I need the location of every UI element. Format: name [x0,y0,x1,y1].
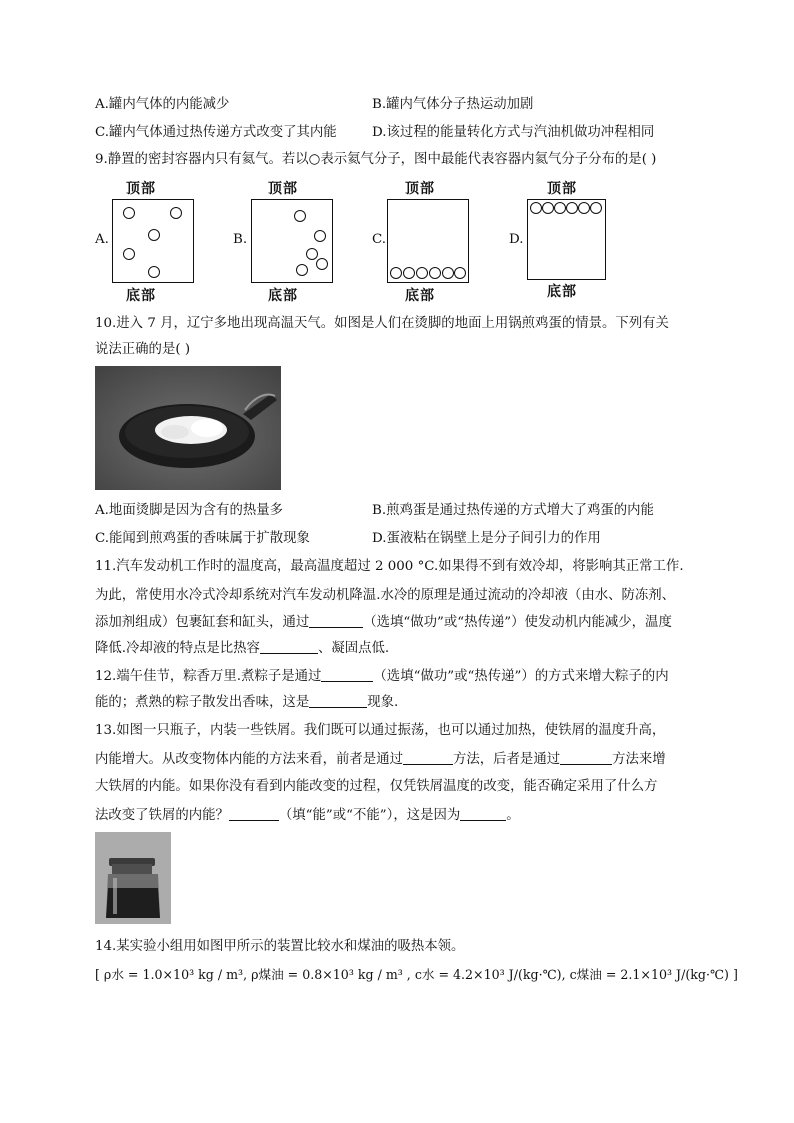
q9-option-b-label: B. [233,232,248,247]
q9-container-a [112,199,194,283]
q9-container-b [251,199,333,283]
molecule-icon [454,267,466,279]
molecule-icon [294,210,306,222]
molecule-icon [296,264,308,276]
q11-line3-start: 添加剂组成）包裹缸套和缸头，通过 [95,615,310,630]
frying-pan-icon [95,366,281,490]
q11-line4-end: 、凝固点低. [317,641,390,656]
molecule-icon [429,267,441,279]
molecule-icon [123,207,135,219]
q13-line1: 13.如图一只瓶子，内装一些铁屑。我们既可以通过振荡，也可以通过加热，使铁屑的温度升高， [95,723,666,738]
q9-container-d [527,199,606,280]
q12-line2-start: 能的；煮熟的粽子散发出香味，这是 [95,695,310,710]
molecule-icon [416,267,428,279]
q10-option-d: D.蛋液粘在锅壁上是分子间引力的作用 [372,531,601,546]
q10-option-c: C.能闻到煎鸡蛋的香味属于扩散现象 [95,531,310,546]
q8-option-c: C.罐内气体通过热传递方式改变了其内能 [95,125,337,140]
q9-a-bottom-label: 底部 [126,288,156,304]
q12-line1-end: （选填“做功”或“热传递”）的方式来增大粽子的内 [373,669,669,684]
molecule-icon [316,258,328,270]
answer-blank[interactable] [460,806,506,821]
answer-blank[interactable] [309,693,367,708]
q9-c-top-label: 顶部 [405,181,435,197]
q10-pan-egg-photo [95,366,281,490]
molecule-icon [306,248,318,260]
q14-formula: [ ρ水 = 1.0×10³ kg / m³, ρ煤油 = 0.8×10³ kg / m³ , c水 = 4.2×10³ J/(kg·℃), c煤油 = 2.1×10³ J/(kg·℃) ] [95,967,738,982]
bottle-icon [95,832,171,924]
molecule-icon [148,266,160,278]
q9-b-bottom-label: 底部 [268,288,298,304]
q8-option-a: A.罐内气体的内能减少 [95,97,230,112]
q13-line2-mid: 方法，后者是通过 [452,752,561,767]
q13-line2-start: 内能增大。从改变物体内能的方法来看，前者是通过 [95,752,403,767]
answer-blank[interactable] [229,806,279,821]
molecule-icon [590,202,602,214]
molecule-icon [170,207,182,219]
q13-line4-start: 法改变了铁屑的内能？ [95,808,229,823]
q9-option-d-label: D. [509,232,524,247]
molecule-icon [542,202,554,214]
q9-c-bottom-label: 底部 [405,288,435,304]
answer-blank[interactable] [260,639,318,654]
answer-blank[interactable] [309,613,363,628]
q13-line3: 大铁屑的内能。如果你没有看到内能改变的过程，仅凭铁屑温度的改变，能否确定采用了什么方 [95,779,658,794]
q13-line2 [95,750,666,769]
molecule-icon [314,230,326,242]
q11-line4 [95,639,389,658]
q14-stem: 14.某实验小组用如图甲所示的装置比较水和煤油的吸热本领。 [95,939,465,954]
molecule-icon [123,248,135,260]
q10-option-b: B.煎鸡蛋是通过热传递的方式增大了鸡蛋的内能 [372,503,654,518]
q9-stem: 9.静置的密封容器内只有氦气。若以○表示氦气分子，图中最能代表容器内氦气分子分布的是( ) [95,152,657,167]
q9-b-top-label: 顶部 [268,181,298,197]
q13-line4 [95,806,520,825]
answer-blank[interactable] [321,667,373,682]
q12-line1-start: 12.端午佳节，粽香万里.煮粽子是通过 [95,669,322,684]
molecule-icon [403,267,415,279]
q10-stem-line2: 说法正确的是( ) [95,342,191,357]
q11-line3 [95,613,672,632]
q9-d-top-label: 顶部 [547,181,577,197]
q9-option-a-label: A. [95,232,109,247]
q11-line4-start: 降低.冷却液的特点是比热容 [95,641,260,656]
q11-line2: 为此，常使用水冷式冷却系统对汽车发动机降温.水冷的原理是通过流动的冷却液（由水、防冻剂、 [95,588,676,603]
molecule-icon [530,202,542,214]
answer-blank[interactable] [560,750,612,765]
molecule-icon [578,202,590,214]
q10-stem-line1: 10.进入 7 月，辽宁多地出现高温天气。如图是人们在烫脚的地面上用锅煎鸡蛋的情景。下列有关 [95,316,669,331]
q12-line2-end: 现象. [367,695,399,710]
molecule-icon [566,202,578,214]
q9-a-top-label: 顶部 [126,181,156,197]
molecule-icon [148,229,160,241]
answer-blank[interactable] [403,750,453,765]
q13-line2-end: 方法来增 [612,752,666,767]
molecule-icon [390,267,402,279]
molecule-icon [442,267,454,279]
q12-line1 [95,667,669,686]
q9-container-c [387,199,469,283]
molecule-icon [554,202,566,214]
q9-option-c-label: C. [372,232,387,247]
q13-bottle-photo [95,832,171,924]
q13-line4-mid: （填“能”或“不能”），这是因为 [278,808,461,823]
q12-line2 [95,693,398,712]
q11-line1: 11.汽车发动机工作时的温度高，最高温度超过 2 000 °C.如果得不到有效冷却，将影响其正常工作. [95,559,684,574]
q8-option-b: B.罐内气体分子热运动加剧 [372,97,534,112]
q9-d-bottom-label: 底部 [547,284,577,300]
q13-line4-end: 。 [506,808,520,823]
q11-line3-end: （选填“做功”或“热传递”）使发动机内能减少，温度 [363,615,672,630]
q8-option-d: D.该过程的能量转化方式与汽油机做功冲程相同 [372,125,655,140]
q10-option-a: A.地面烫脚是因为含有的热量多 [95,503,284,518]
